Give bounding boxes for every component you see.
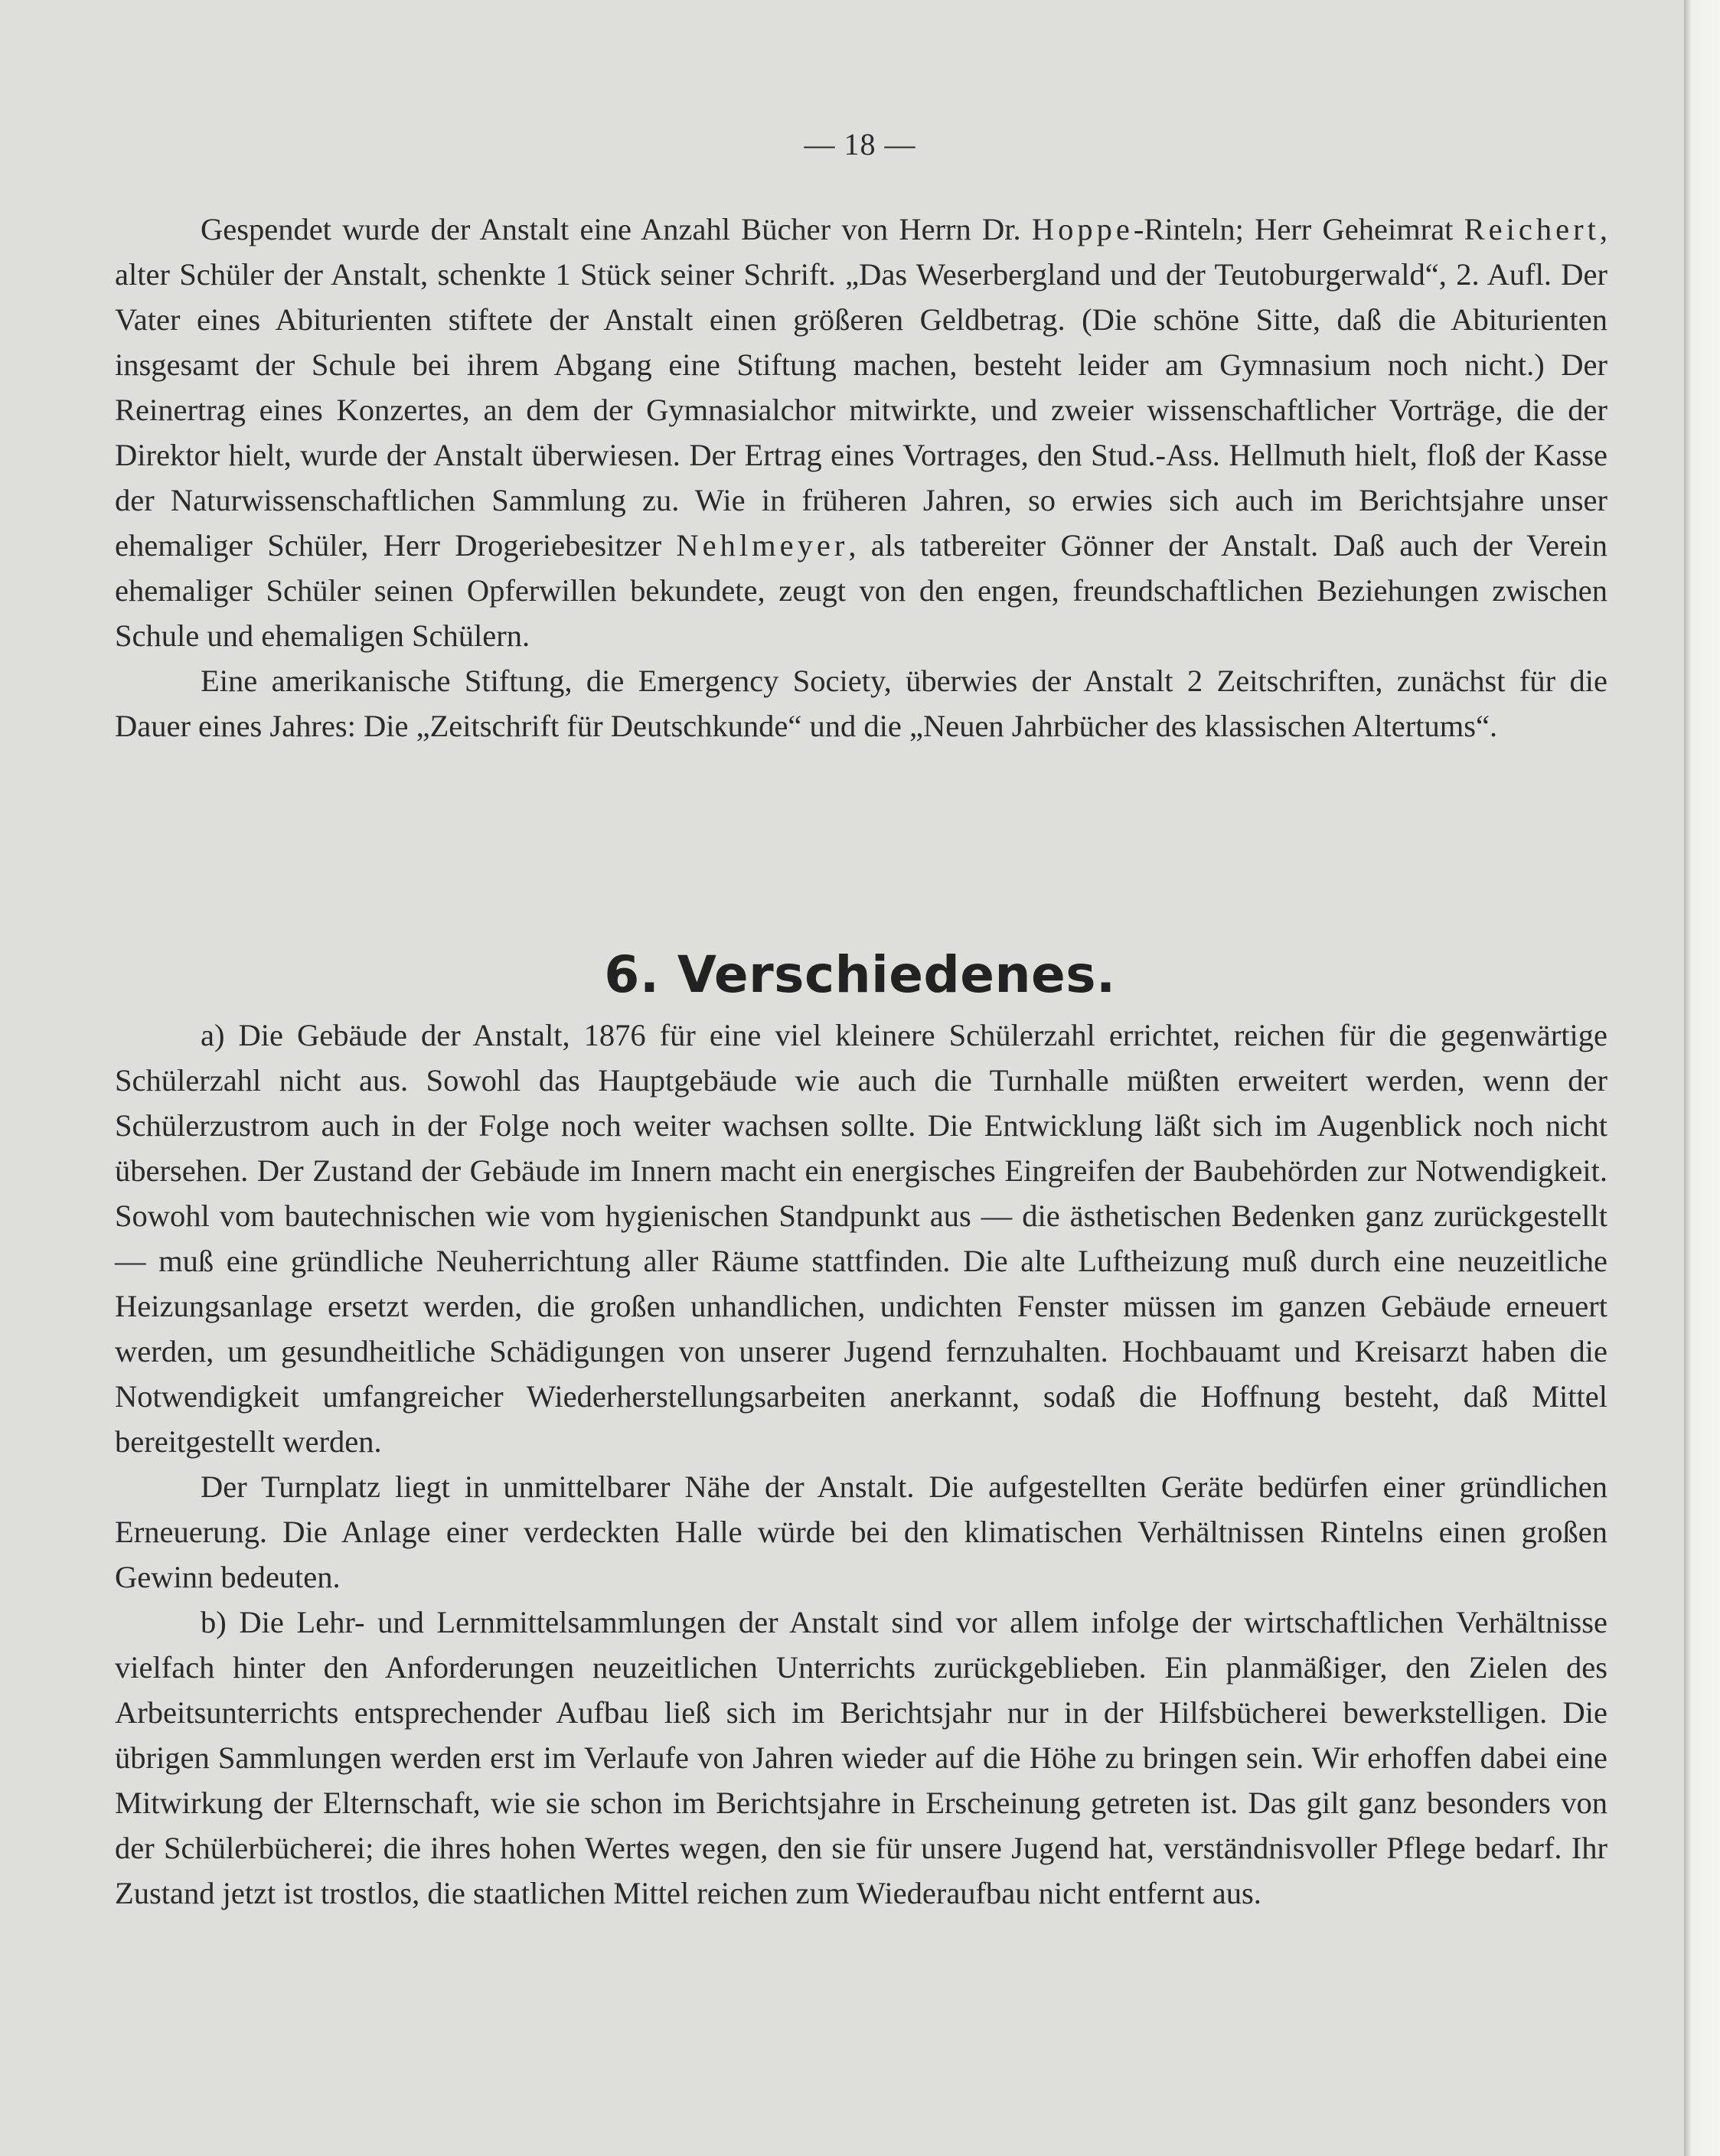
page-edge xyxy=(1684,0,1720,2156)
paragraph-text: b) Die Lehr- und Lernmittelsammlungen der Anstalt sind vor allem infolge der wirtschaftlichen Verhältnisse vielfach hinter den Anforderungen neuzeitlichen Unterrichts zurückgeblieben. Ein planmäßiger, den Zielen des Arbeitsunterrichts entsprechender Aufbau ließ sich im Berichtsjahr nur in der Hilfsbücherei bewerkstelligen. Die übrigen Sammlungen werden erst im Verlaufe von Jahren wieder auf die Höhe zu bringen sein. Wir erhoffen dabei eine Mitwirkung der Elternschaft, wie sie schon im Berichtsjahre in Erscheinung getreten ist. Das gilt ganz besonders von der Schülerbücherei; die ihres hohen Wertes wegen, den sie für unsere Jugend hat, verständnisvoller Pflege bedarf. Ihr Zustand jetzt ist trostlos, die staatlichen Mittel reichen zum Wiederaufbau nicht entfernt aus. xyxy=(115,1605,1607,1910)
paragraph xyxy=(115,207,1607,658)
paragraph-text: Der Turnplatz liegt in unmittelbarer Nähe der Anstalt. Die aufgestellten Geräte bedürfen einer gründlichen Erneuerung. Die Anlage einer verdeckten Halle würde bei den klimatischen Verhältnissen Rintelns einen großen Gewinn bedeuten. xyxy=(115,1469,1607,1594)
paragraph-text: , alter Schüler der Anstalt, schenkte 1 Stück seiner Schrift. „Das Weserbergland und der Teutoburgerwald“, 2. Aufl. Der Vater eines Abiturienten stiftete der Anstalt einen größeren Geldbetrag. (Die schöne Sitte, daß die Abiturienten insgesamt der Schule bei ihrem Abgang eine Stiftung machen, besteht leider am Gymnasium noch nicht.) Der Reinertrag eines Konzertes, an dem der Gymnasialchor mitwirkte, und zweier wissenschaftlicher Vorträge, die der Direktor hielt, wurde der Anstalt überwiesen. Der Ertrag eines Vortrages, den Stud.-Ass. Hellmuth hielt, floß der Kasse der Naturwissenschaftlichen Sammlung zu. Wie in früheren Jahren, so erwies sich auch im Berichtsjahre unser ehemaliger Schüler, Herr Drogeriebesitzer xyxy=(115,212,1607,563)
paragraph-text: Eine amerikanische Stiftung, die Emergency Society, überwies der Anstalt 2 Zeitschriften, zunächst für die Dauer eines Jahres: Die „Zeitschrift für Deutschkunde“ und die „Neuen Jahrbücher des klassischen Altertums“. xyxy=(115,664,1607,743)
intro-text-block xyxy=(115,207,1607,749)
spaced-name: Reichert xyxy=(1464,212,1600,246)
spaced-name: Hoppe xyxy=(1031,212,1134,246)
paragraph-text: -Rinteln; Herr Geheimrat xyxy=(1133,212,1464,246)
paragraph xyxy=(115,658,1607,749)
paragraph-text: , als tatbereiter Gönner der Anstalt. Daß auch der Verein ehemaliger Schüler seinen Opferwillen bekundete, zeugt von den engen, freundschaftlichen Beziehungen zwischen Schule und ehemaligen Schülern. xyxy=(115,528,1607,653)
paragraph-text: Gespendet wurde der Anstalt eine Anzahl Bücher von Herrn Dr. xyxy=(201,212,1032,246)
section-text-block xyxy=(115,1013,1607,1916)
spaced-name: Nehlmeyer xyxy=(676,528,849,563)
page-number: — 18 — xyxy=(804,127,916,161)
paragraph xyxy=(115,1600,1607,1916)
section-heading: 6. Verschiedenes. xyxy=(604,945,1116,1004)
paragraph xyxy=(115,1013,1607,1464)
paragraph xyxy=(115,1464,1607,1600)
paragraph-text: a) Die Gebäude der Anstalt, 1876 für eine viel kleinere Schülerzahl errichtet, reichen für die gegenwärtige Schülerzahl nicht aus. Sowohl das Hauptgebäude wie auch die Turnhalle müßten erweitert werden, wenn der Schülerzustrom auch in der Folge noch weiter wachsen sollte. Die Entwicklung läßt sich im Augenblick noch nicht übersehen. Der Zustand der Gebäude im Innern macht ein energisches Eingreifen der Baubehörden zur Notwendigkeit. Sowohl vom bautechnischen wie vom hygienischen Standpunkt aus — die ästhetischen Bedenken ganz zurückgestellt — muß eine gründliche Neuherrichtung aller Räume stattfinden. Die alte Luftheizung muß durch eine neuzeitliche Heizungsanlage ersetzt werden, die großen unhandlichen, undichten Fenster müssen im ganzen Gebäude erneuert werden, um gesundheitliche Schädigungen von unserer Jugend fernzuhalten. Hochbauamt und Kreisarzt haben die Notwendigkeit umfangreicher Wiederherstellungsarbeiten anerkannt, sodaß die Hoffnung besteht, daß Mittel bereitgestellt werden. xyxy=(115,1018,1607,1459)
